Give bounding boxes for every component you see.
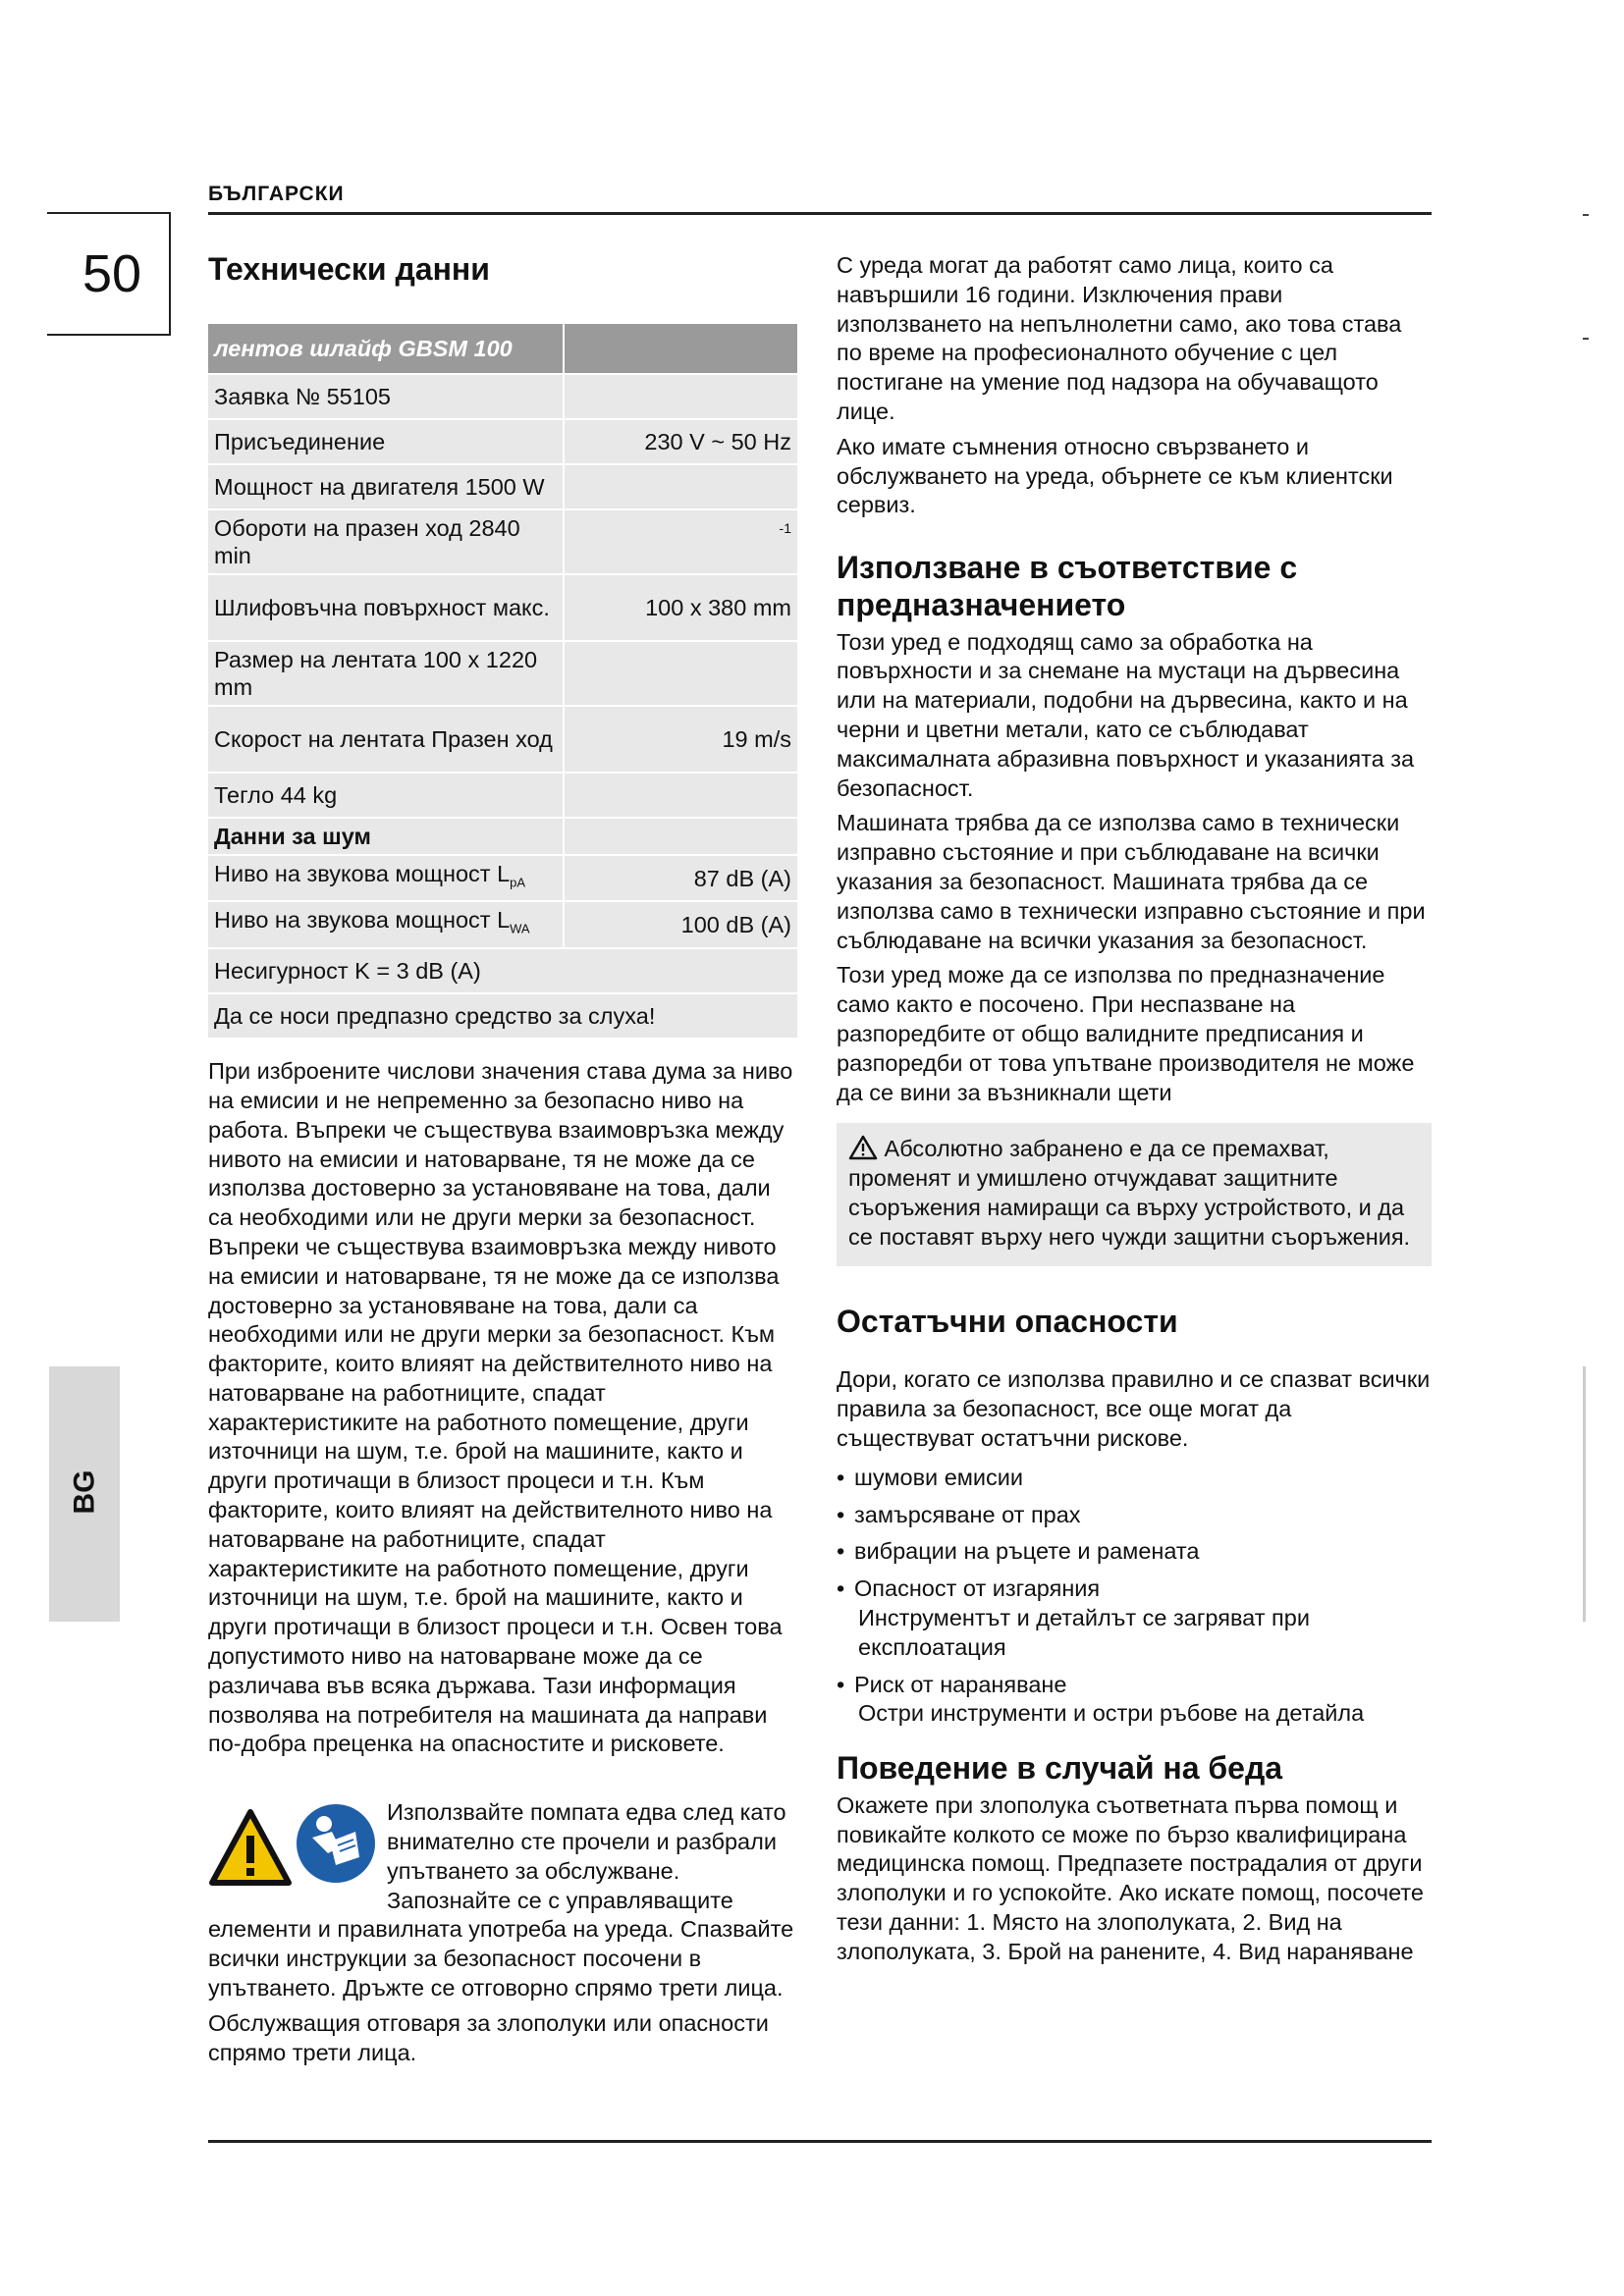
table-header-label: лентов шлайф GBSM 100: [208, 324, 563, 375]
spec-label: Несигурност K = 3 dB (A): [208, 949, 797, 994]
table-row: [208, 949, 797, 994]
language-side-label: [49, 1463, 120, 1522]
table-row: [208, 707, 797, 774]
risk-text: вибрации на ръцете и рамената: [854, 1538, 1200, 1565]
risk-text: Риск от нараняване: [854, 1671, 1067, 1697]
spec-value: 100 x 380 mm: [563, 575, 797, 642]
warning-box: [837, 1123, 1432, 1265]
right-column: [837, 245, 1432, 1967]
spec-value: [563, 819, 797, 856]
noise-heading: Данни за шум: [208, 819, 563, 856]
accident-title: Поведение в случай на беда: [837, 1750, 1283, 1787]
rpm-exponent: -1: [779, 519, 791, 536]
table-row: [208, 819, 797, 856]
noise-label: Ниво на звукова мощност L: [214, 860, 511, 886]
list-item: [837, 1501, 1432, 1530]
spec-value: 19 m/s: [563, 707, 797, 774]
table-row: [208, 465, 797, 510]
condition-paragraph: Машината трябва да се използва само в технически изправно състояние и при съблюдаване на всички указания за безопасност. Машината трябва да се използва само в технически изправно състояние и при съблюдаване на всички указания за безопасност.: [837, 810, 1426, 953]
warning-icon: [848, 1135, 878, 1160]
table-row: [208, 420, 797, 465]
manual-notice: [208, 1798, 797, 2067]
table-row: [208, 642, 797, 707]
spec-label: [208, 902, 563, 949]
list-item: [837, 1464, 1432, 1493]
spec-label: [208, 856, 563, 903]
table-row: [208, 902, 797, 949]
notice-icons: [208, 1802, 381, 1893]
list-item: [837, 1537, 1432, 1567]
side-tab-text: BG: [68, 1469, 100, 1515]
spec-label: Заявка № 55105: [208, 375, 563, 420]
edge-line: [1583, 1366, 1586, 1622]
warning-triangle-icon: [208, 1808, 293, 1887]
table-header-row: [208, 324, 797, 375]
table-row: [208, 510, 797, 575]
risk-text: Опасност от изгаряния: [854, 1575, 1101, 1602]
footer-rule: [208, 2140, 1432, 2143]
page-number: 50: [82, 244, 142, 303]
technical-data-title: Технически данни: [208, 251, 490, 287]
language-header: БЪЛГАРСКИ: [208, 183, 345, 205]
spec-value: 100 dB (A): [563, 902, 797, 949]
intended-use-paragraph: Този уред е подходящ само за обработка на повърхности и за снемане на мустаци на дървесина или на материали, подобни на дървесина, както и на черни и цветни метали, като се съблюдават максималната абразивна повърхност и указанията за безопасност.: [837, 628, 1415, 801]
spec-label: Скорост на лентата Празен ход: [208, 707, 563, 774]
spec-label: Шлифовъчна повърхност макс.: [208, 575, 563, 642]
spec-label: Размер на лентата 100 x 1220 mm: [208, 642, 563, 707]
residual-risks-title: Остатъчни опасности: [837, 1303, 1178, 1339]
table-row: [208, 375, 797, 420]
spec-value: [563, 642, 797, 707]
spec-value: [563, 375, 797, 420]
noise-subscript: WA: [510, 922, 530, 937]
spec-value: 230 V ~ 50 Hz: [563, 420, 797, 465]
noise-label: Ниво на звукова мощност L: [214, 907, 511, 934]
intended-use-title: Използване в съответствие с предназначението: [837, 550, 1298, 622]
table-header-value: [563, 324, 797, 375]
table-row: [208, 575, 797, 642]
spec-value: [563, 465, 797, 510]
noise-paragraph: При изброените числови значения става дума за ниво на емисии и не непременно за безопасно ниво на работа. Въпреки че съществува взаимовръзка между нивото на емисии и натоварване, тя не може да се използва достоверно за установяване на това, дали са необходими или не други мерки за безопасност. Въпреки че съществува взаимовръзка между нивото на емисии и натоварване, тя не може да се използва достоверно за установяване на това, дали са необходими или не други мерки за безопасност. Към факторите, които влияят на действителното ниво на натоварване на работниците, спадат характеристиките на работното помещение, други източници на шум, т.е. брой на машините, както и други протичащи в близост процеси и т.н. Към факторите, които влияят на действителното ниво на натоварване на работниците, спадат характеристиките на работното помещение, други източници на шум, т.е. брой на машините, както и други протичащи в близост процеси и т.н. Освен това допустимото ниво на натоварване може да се различава във всяка държава. Тази информация позволява на потребителя на машината да направи по-добра преценка на опасностите и рисковете.: [208, 1058, 793, 1757]
residual-risks-paragraph: Дори, когато се използва правилно и се спазват всички правила за безопасност, все още могат да съществуват остатъчни рискове.: [837, 1366, 1431, 1451]
age-restriction-paragraph: С уреда могат да работят само лица, които са навършили 16 години. Изключения прави използването на непълнолетни само, ако това става по време на професионалното обучение с цел постигане на умение под надзора на обучаващото лице.: [837, 252, 1402, 424]
spec-label: Мощност на двигателя 1500 W: [208, 465, 563, 510]
spec-label: Присъединение: [208, 420, 563, 465]
service-paragraph: Ако имате съмнения относно свързването и обслужването на уреда, обърнете се към клиентски сервиз.: [837, 433, 1393, 518]
risk-detail: Остри инструменти и остри ръбове на детайла: [858, 1700, 1365, 1727]
risk-text: шумови емисии: [854, 1464, 1024, 1490]
risk-text: замърсяване от прах: [854, 1501, 1081, 1527]
spec-value: 87 dB (A): [563, 856, 797, 903]
edge-mark: [1583, 338, 1589, 340]
spec-label: Да се носи предпазно средство за слуха!: [208, 994, 797, 1040]
accident-paragraph: Окажете при злополука съответната първа помощ и повикайте колкото се може по бързо квалифицирана медицинска помощ. Предпазете пострадалия от други злополуки и го успокойте. Ако искате помощ, посочете тези данни: 1. Място на злополуката, 2. Вид на злополуката, 3. Брой на ранените, 4. Вид нараняване: [837, 1791, 1424, 1964]
risk-detail: Инструментът и детайлът се загряват при експлоатация: [858, 1604, 1310, 1660]
risk-list: [837, 1464, 1432, 1729]
table-row: [208, 774, 797, 819]
warning-line: [848, 1135, 1420, 1252]
technical-data-table: [208, 324, 797, 1040]
header-rule: [208, 212, 1432, 215]
spec-value: [563, 510, 797, 575]
table-row: [208, 856, 797, 903]
list-item: [837, 1575, 1432, 1662]
spec-label: Тегло 44 kg: [208, 774, 563, 819]
table-row: [208, 994, 797, 1040]
edge-mark: [1583, 214, 1589, 216]
left-column: [208, 245, 797, 2067]
list-item: [837, 1671, 1432, 1730]
liability-disclaimer-paragraph: Този уред може да се използва по предназначение само както е посочено. При неспазване на разпоредбите от общо валидните предписания и разпоредби от това упътване производителя не може да се вини за възникнали щети: [837, 962, 1415, 1105]
liability-paragraph: Обслужващия отговаря за злополуки или опасности спрямо трети лица.: [208, 2009, 769, 2065]
noise-subscript: pA: [510, 875, 526, 890]
manual-paragraph: Използвайте помпата едва след като внимателно сте прочели и разбрали упътването за обслужване. Запознайте се с управляващите елементи и правилната употреба на уреда. Спазвайте всички инструкции за безопасност посочени в упътването. Дръжте се отговорно спрямо трети лица.: [208, 1799, 794, 2002]
warning-text: Абсолютно забранено е да се премахват, променят и умишлено отчуждават защитните съоръжения намиращи са върху устройството, и да се поставят върху него чужди защитни съоръжения.: [848, 1136, 1411, 1250]
spec-value: [563, 774, 797, 819]
read-manual-icon: [295, 1802, 377, 1885]
spec-label: Обороти на празен ход 2840 min: [208, 510, 563, 575]
